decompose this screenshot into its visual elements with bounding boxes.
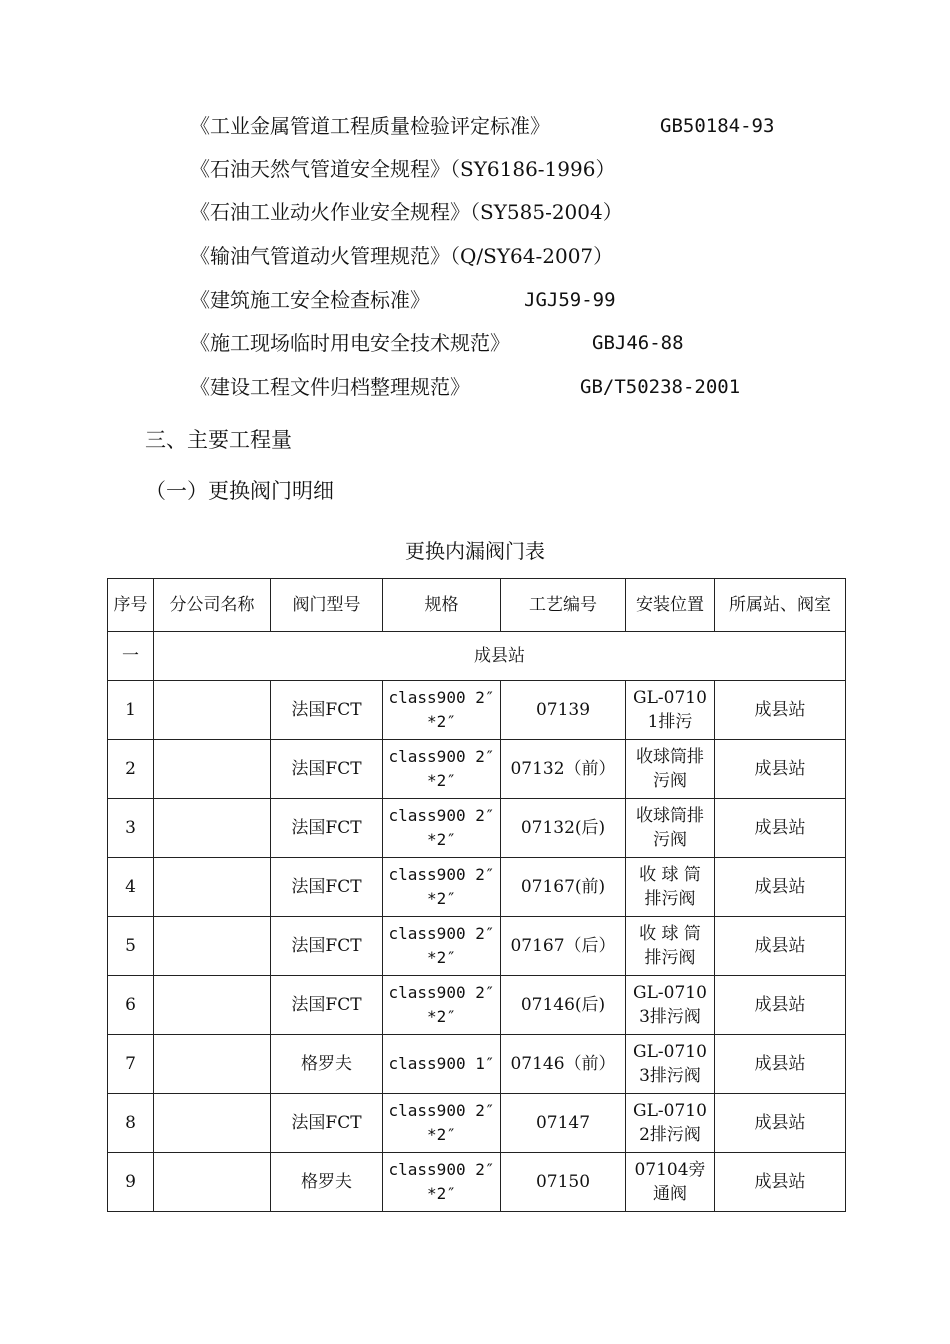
group-index: 一 (108, 632, 154, 681)
reference-item: 《建筑施工安全检查标准》 (190, 288, 430, 312)
group-row (108, 632, 846, 681)
station-cell: 成县站 (715, 740, 846, 799)
spec-cell: class900 2″*2″ (383, 917, 501, 976)
spec-cell: class900 2″*2″ (383, 858, 501, 917)
station-cell: 成县站 (715, 976, 846, 1035)
row-number: 5 (108, 917, 154, 976)
valve-model-cell: 法国FCT (271, 740, 383, 799)
company-cell (154, 1153, 271, 1212)
location-cell: 收球筒排污阀 (626, 799, 715, 858)
header-cell: 阀门型号 (271, 579, 383, 632)
table-header-row (108, 579, 846, 632)
location-cell: GL-0710 3排污阀 (626, 976, 715, 1035)
process-number-cell: 07139 (501, 681, 626, 740)
valve-model-cell: 法国FCT (271, 976, 383, 1035)
process-number-cell: 07146（前） (501, 1035, 626, 1094)
spec-cell: class900 2″*2″ (383, 740, 501, 799)
company-cell (154, 858, 271, 917)
header-cell: 序号 (108, 579, 154, 632)
spec-cell: class900 1″ (383, 1035, 501, 1094)
station-cell: 成县站 (715, 681, 846, 740)
reference-code: GBJ46-88 (592, 332, 684, 354)
table-title: 更换内漏阀门表 (405, 539, 545, 563)
reference-item: 《石油工业动火作业安全规程》（SY585-2004） (190, 200, 623, 224)
process-number-cell: 07146(后) (501, 976, 626, 1035)
company-cell (154, 1094, 271, 1153)
header-cell: 分公司名称 (154, 579, 271, 632)
reference-code: JGJ59-99 (524, 289, 616, 311)
row-number: 7 (108, 1035, 154, 1094)
valve-model-cell: 法国FCT (271, 917, 383, 976)
table-row (108, 1153, 846, 1212)
company-cell (154, 799, 271, 858)
process-number-cell: 07132（前） (501, 740, 626, 799)
process-number-cell: 07132(后) (501, 799, 626, 858)
header-cell: 规格 (383, 579, 501, 632)
spec-cell: class900 2″*2″ (383, 681, 501, 740)
spec-cell: class900 2″*2″ (383, 1094, 501, 1153)
reference-item: 《工业金属管道工程质量检验评定标准》 (190, 114, 550, 138)
table-row (108, 917, 846, 976)
table-row (108, 1035, 846, 1094)
station-cell: 成县站 (715, 917, 846, 976)
row-number: 3 (108, 799, 154, 858)
header-cell: 安装位置 (626, 579, 715, 632)
group-name: 成县站 (154, 632, 846, 681)
valve-model-cell: 法国FCT (271, 681, 383, 740)
table-row (108, 740, 846, 799)
table-row (108, 799, 846, 858)
row-number: 4 (108, 858, 154, 917)
reference-item: 《输油气管道动火管理规范》（Q/SY64-2007） (190, 244, 614, 268)
station-cell: 成县站 (715, 858, 846, 917)
process-number-cell: 07167（后） (501, 917, 626, 976)
row-number: 6 (108, 976, 154, 1035)
station-cell: 成县站 (715, 1153, 846, 1212)
location-cell: 收球筒排污阀 (626, 740, 715, 799)
table-row (108, 681, 846, 740)
table-row (108, 976, 846, 1035)
reference-code: GB/T50238-2001 (580, 376, 741, 398)
row-number: 1 (108, 681, 154, 740)
valve-model-cell: 格罗夫 (271, 1153, 383, 1212)
company-cell (154, 1035, 271, 1094)
location-cell: GL-0710 3排污阀 (626, 1035, 715, 1094)
valve-table (107, 578, 846, 1212)
table-row (108, 1094, 846, 1153)
station-cell: 成县站 (715, 1094, 846, 1153)
table-row (108, 858, 846, 917)
location-cell: 收 球 筒 排污阀 (626, 917, 715, 976)
spec-cell: class900 2″*2″ (383, 799, 501, 858)
process-number-cell: 07147 (501, 1094, 626, 1153)
section-heading: 三、主要工程量 (145, 428, 292, 452)
company-cell (154, 917, 271, 976)
company-cell (154, 740, 271, 799)
reference-code: GB50184-93 (660, 115, 775, 137)
process-number-cell: 07167(前) (501, 858, 626, 917)
valve-model-cell: 法国FCT (271, 1094, 383, 1153)
header-cell: 工艺编号 (501, 579, 626, 632)
location-cell: GL-0710 1排污 (626, 681, 715, 740)
row-number: 8 (108, 1094, 154, 1153)
location-cell: 07104旁通阀 (626, 1153, 715, 1212)
company-cell (154, 976, 271, 1035)
process-number-cell: 07150 (501, 1153, 626, 1212)
location-cell: GL-0710 2排污阀 (626, 1094, 715, 1153)
station-cell: 成县站 (715, 1035, 846, 1094)
reference-item: 《石油天然气管道安全规程》（SY6186-1996） (190, 157, 616, 181)
valve-model-cell: 法国FCT (271, 799, 383, 858)
row-number: 2 (108, 740, 154, 799)
reference-item: 《建设工程文件归档整理规范》 (190, 375, 470, 399)
reference-item: 《施工现场临时用电安全技术规范》 (190, 331, 510, 355)
spec-cell: class900 2″*2″ (383, 1153, 501, 1212)
subsection-heading: （一）更换阀门明细 (145, 479, 334, 503)
header-cell: 所属站、阀室 (715, 579, 846, 632)
spec-cell: class900 2″*2″ (383, 976, 501, 1035)
row-number: 9 (108, 1153, 154, 1212)
valve-model-cell: 法国FCT (271, 858, 383, 917)
company-cell (154, 681, 271, 740)
location-cell: 收 球 筒 排污阀 (626, 858, 715, 917)
valve-model-cell: 格罗夫 (271, 1035, 383, 1094)
station-cell: 成县站 (715, 799, 846, 858)
